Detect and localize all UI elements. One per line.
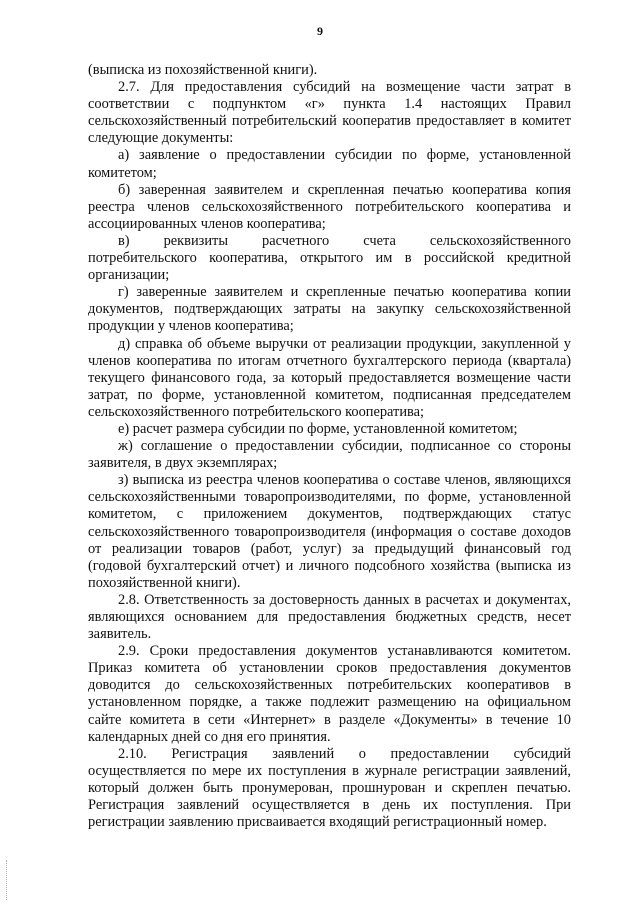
list-item-b: б) заверенная заявителем и скрепленная печатью кооператива копия реестра членов сельскохозяйственного потребительского кооператива и ассоциированных членов кооператива; (88, 181, 571, 232)
paragraph-2-9: 2.9. Сроки предоставления документов устанавливаются комитетом. Приказ комитета об установлении сроков предоставления документов доводится до сельскохозяйственных потребительских кооперативов в установленном порядке, а также подлежит размещению на официальном сайте комитета в сети «Интернет» в разделе «Документы» в течение 10 календарных дней со дня его принятия. (88, 643, 571, 745)
list-item-z: з) выписка из реестра членов кооператива о составе членов, являющихся сельскохозяйственными товаропроизводителями, по форме, установленной комитетом, с приложением документов, подтверждающих статус сельскохозяйственного товаропроизводителя (информация о составе доходов от реализации товаров (работ, услуг) за предыдущий финансовый год (годовой бухгалтерский отчет) и личного подсобного хозяйства (выписка из похозяйственной книги). (88, 472, 571, 591)
paragraph-2-10-word: 2.10. (118, 745, 147, 762)
paragraph-2-10-first-line (88, 746, 571, 763)
list-item-g: г) заверенные заявителем и скрепленные печатью кооператива копии документов, подтверждающих затраты на закупку сельскохозяйственной продукции у членов кооператива; (88, 284, 571, 335)
scan-margin-marks (6, 860, 9, 900)
list-item-v-first-line (88, 233, 571, 250)
document-body (88, 62, 571, 831)
paragraph-2-10-word: субсидий (513, 745, 571, 762)
paragraph-2-7: 2.7. Для предоставления субсидий на возмещение части затрат в соответствии с подпунктом «г» пункта 1.4 настоящих Правил сельскохозяйственный потребительский кооператив предоставляет в комитет следующие документы: (88, 79, 571, 147)
list-item-v-word: сельскохозяйственного (429, 232, 571, 249)
paragraph-2-10-word: заявлений (272, 745, 335, 762)
list-item-v-word: расчетного (262, 232, 330, 249)
page-number: 9 (317, 24, 323, 38)
paragraph-2-8: 2.8. Ответственность за достоверность данных в расчетах и документах, являющихся основанием для предоставления бюджетных средств, несет заявитель. (88, 591, 571, 643)
list-item-v-continuation: потребительского кооператива, открытого им в российской кредитной организации; (88, 250, 571, 284)
paragraph-continuation: (выписка из похозяйственной книги). (88, 62, 318, 78)
list-item-v-word: в) (118, 232, 130, 249)
paragraph-2-10-continuation: осуществляется по мере их поступления в журнале регистрации заявлений, который должен быть пронумерован, прошнурован и скреплен печатью. Регистрация заявлений осуществляется в день их поступления. При регистрации заявлению присваивается входящий регистрационный номер. (88, 762, 571, 831)
paragraph-2-10-word: о (358, 745, 366, 762)
list-item-d: д) справка об объеме выручки от реализации продукции, закупленной у членов кооператива по итогам отчетного бухгалтерского периода (квартала) текущего финансового года, за который предоставляется возмещение части затрат, по форме, установленной комитетом, подписанная председателем сельскохозяйственного потребительского кооператива; (88, 335, 571, 420)
list-item-v-word: счета (363, 232, 396, 249)
list-item-v-word: реквизиты (163, 232, 229, 249)
paragraph-2-10-word: Регистрация (171, 745, 248, 762)
list-item-a: а) заявление о предоставлении субсидии по форме, установленной комитетом; (88, 147, 571, 181)
list-item-zh: ж) соглашение о предоставлении субсидии, подписанное со стороны заявителя, в двух экземплярах; (88, 438, 571, 472)
list-item-e: е) расчет размера субсидии по форме, установленной комитетом; (118, 420, 518, 437)
paragraph-2-10-word: предоставлении (390, 745, 490, 762)
